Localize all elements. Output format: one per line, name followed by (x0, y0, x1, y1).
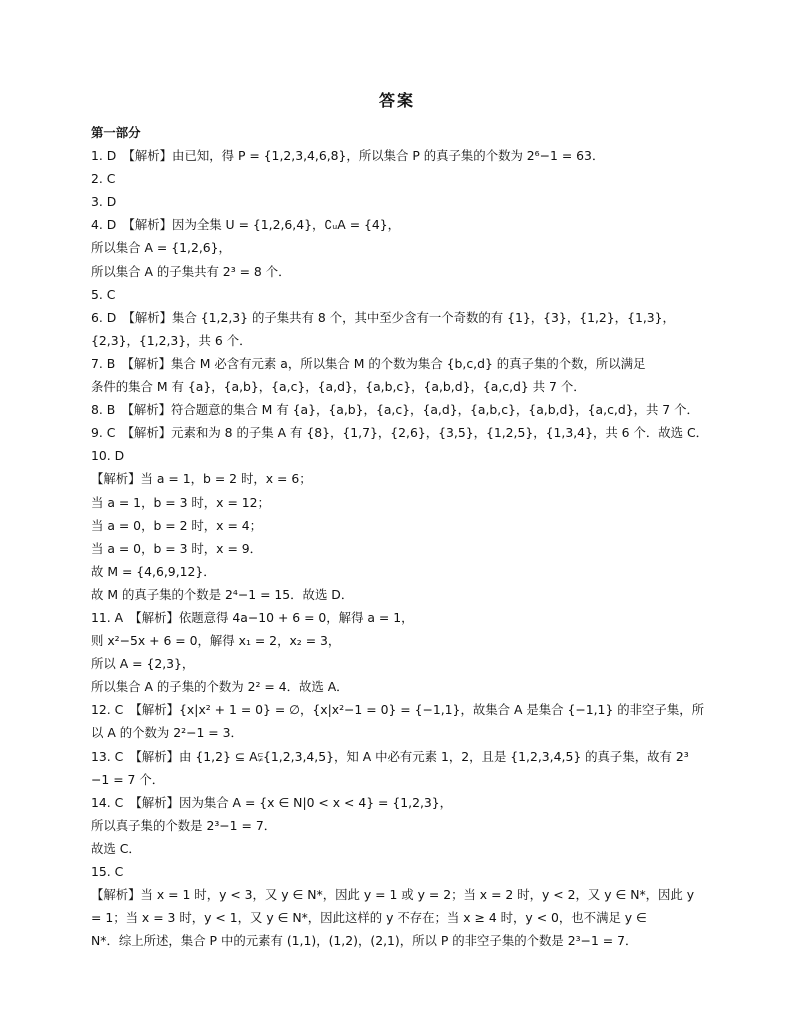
answer-line: 当 a = 0，b = 2 时，x = 4； (91, 517, 263, 533)
answer-line: 9. C 【解析】元素和为 8 的子集 A 有 {8}，{1,7}，{2,6}，{3,5}，{1,2,5}，{1,3,4}，共 6 个．故选 C． (91, 425, 709, 441)
answer-line: 12. C 【解析】{x|x² + 1 = 0} = ∅，{x|x²−1 = 0} = {−1,1}，故集合 A 是集合 {−1,1} 的非空子集，所 (91, 702, 704, 718)
answer-line: 以 A 的个数为 2²−1 = 3． (91, 725, 243, 741)
answer-line: 1. D 【解析】由已知，得 P = {1,2,3,4,6,8}，所以集合 P 的真子集的个数为 2⁶−1 = 63． (91, 148, 605, 164)
answer-line: 3. D (91, 194, 117, 210)
answer-line: = 1；当 x = 3 时，y < 1，又 y ∈ N*，因此这样的 y 不存在；当 x ≥ 4 时，y < 0，也不满足 y ∈ (91, 910, 647, 926)
section-heading: 第一部分 (91, 125, 141, 140)
answer-line: 所以集合 A = {1,2,6}， (91, 240, 231, 256)
answer-line: 8. B 【解析】符合题意的集合 M 有 {a}，{a,b}，{a,c}，{a,d}，{a,b,c}，{a,b,d}，{a,c,d}，共 7 个． (91, 402, 699, 418)
answer-line: 14. C 【解析】因为集合 A = {x ∈ N|0 < x < 4} = {1,2,3}， (91, 794, 453, 810)
answer-line: 条件的集合 M 有 {a}，{a,b}，{a,c}，{a,d}，{a,b,c}，{a,b,d}，{a,c,d} 共 7 个． (91, 379, 586, 395)
answer-line: 所以集合 A 的子集的个数为 2² = 4．故选 A． (91, 679, 349, 695)
answer-line: N*．综上所述，集合 P 中的元素有 (1,1)，(1,2)，(2,1)，所以 P 的非空子集的个数是 2³−1 = 7． (91, 933, 638, 949)
page-title: 答案 (378, 91, 415, 110)
answer-line: {2,3}，{1,2,3}，共 6 个． (91, 332, 252, 348)
answer-line: 故选 C． (91, 840, 141, 856)
answer-lines (91, 144, 711, 952)
answer-content (91, 121, 711, 952)
answer-line: 【解析】当 x = 1 时，y < 3，又 y ∈ N*，因此 y = 1 或 y = 2；当 x = 2 时，y < 2，又 y ∈ N*，因此 y (91, 887, 695, 903)
answer-line: 【解析】当 a = 1，b = 2 时，x = 6； (91, 471, 312, 487)
answer-line: 2. C (91, 171, 116, 187)
answer-line: 则 x²−5x + 6 = 0，解得 x₁ = 2，x₂ = 3， (91, 633, 341, 649)
answer-line: 故 M 的真子集的个数是 2⁴−1 = 15．故选 D． (91, 586, 354, 602)
answer-line: 13. C 【解析】由 {1,2} ⊆ A⫋{1,2,3,4,5}，知 A 中必有元素 1，2，且是 {1,2,3,4,5} 的真子集，故有 2³ (91, 748, 689, 764)
answer-line: 15. C (91, 864, 124, 879)
answer-line: 所以集合 A 的子集共有 2³ = 8 个． (91, 263, 291, 279)
answer-line: 5. C (91, 286, 116, 302)
answer-line: 当 a = 0，b = 3 时，x = 9． (91, 540, 263, 556)
answer-line: 11. A 【解析】依题意得 4a−10 + 6 = 0，解得 a = 1， (91, 609, 414, 625)
answer-line: 7. B 【解析】集合 M 必含有元素 a，所以集合 M 的个数为集合 {b,c,d} 的真子集的个数，所以满足 (91, 355, 646, 371)
answer-line: −1 = 7 个． (91, 771, 165, 787)
answer-line: 10. D (91, 448, 125, 464)
answer-line: 4. D 【解析】因为全集 U = {1,2,6,4}，∁ᵤA = {4}， (91, 217, 401, 233)
answer-line: 6. D 【解析】集合 {1,2,3} 的子集共有 8 个，其中至少含有一个奇数的有 {1}，{3}，{1,2}，{1,3}， (91, 309, 675, 325)
answer-line: 当 a = 1，b = 3 时，x = 12； (91, 494, 270, 510)
answer-line: 所以真子集的个数是 2³−1 = 7． (91, 817, 277, 833)
answer-line: 所以 A = {2,3}， (91, 656, 195, 672)
answer-line: 故 M = {4,6,9,12}． (91, 563, 216, 579)
